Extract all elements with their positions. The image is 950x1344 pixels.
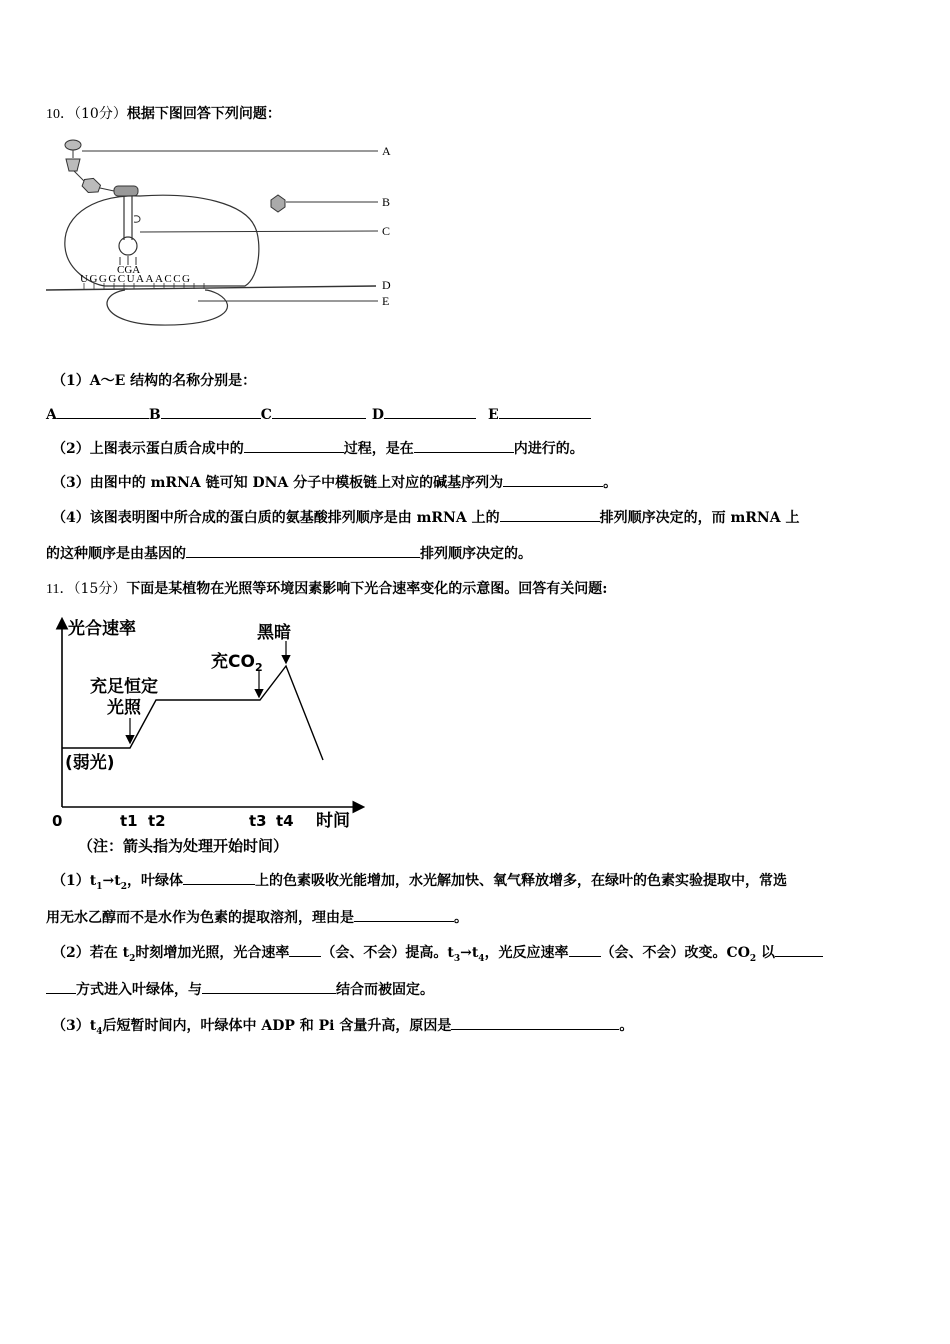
label-e: E	[382, 294, 390, 308]
blank-transport-2[interactable]	[46, 979, 76, 994]
blank-transport-1[interactable]	[775, 942, 823, 957]
q11-sub1-d: 用无水乙醇而不是水作为色素的提取溶剂，理由是	[46, 910, 354, 926]
q11-number: 11．	[46, 582, 74, 597]
q10-sub4-line1	[52, 507, 799, 527]
q11-sub2-s4: 2	[749, 953, 757, 964]
q10-sub1-text: （1）A～E 结构的名称分别是：	[52, 373, 257, 389]
q10-sub1	[52, 370, 256, 390]
q11-sub1-a: （1）t	[52, 873, 97, 889]
q11-sub1-s1: 1	[96, 881, 103, 892]
q10-score: （10分）	[74, 106, 127, 122]
chart-note	[78, 835, 288, 856]
q11-sub2-s1: 2	[129, 953, 136, 964]
blank-rate-change[interactable]	[289, 942, 321, 957]
translation-diagram	[40, 132, 410, 332]
blank-codon[interactable]	[500, 507, 600, 522]
strong-light-label-1: 充足恒定	[90, 677, 158, 697]
q11-sub3-a: （3）t	[52, 1018, 97, 1034]
name-b-label: B	[148, 407, 161, 423]
label-d: D	[382, 278, 391, 292]
q10-sub4-text-c: 的这种顺序是由基因的	[46, 546, 186, 562]
q10-sub2-text-b: 过程，是在	[343, 441, 414, 457]
name-d-label: D	[371, 407, 385, 423]
blank-process[interactable]	[244, 438, 344, 453]
q10-sub2	[52, 438, 584, 458]
q10-sub3	[52, 472, 617, 492]
q10-sub3-text-a: （3）由图中的 mRNA 链可知 DNA 分子中模板链上对应的碱基序列为	[52, 475, 504, 491]
q11-sub2-a: （2）若在 t	[52, 945, 130, 961]
q11-score: （15分）	[73, 581, 127, 597]
q11-sub2-c: （会、不会）提高。t	[321, 945, 454, 961]
label-b: B	[382, 195, 391, 209]
amino-acid-3	[81, 176, 102, 196]
blank-dna-sequence[interactable]	[503, 472, 603, 487]
q11-sub1-s2: 2	[120, 881, 127, 892]
label-c: C	[382, 224, 391, 238]
q11-heading	[46, 578, 607, 598]
q11-sub2-line1	[52, 942, 823, 964]
q11-sub1-b: ，叶绿体	[126, 873, 183, 889]
q10-sub4-text-a: （4）该图表明图中所合成的蛋白质的氨基酸排列顺序是由 mRNA 上的	[52, 510, 500, 526]
strong-light-label-2: 光照	[107, 698, 141, 718]
origin-label: 0	[52, 812, 63, 830]
q10-sub2-text-c: 内进行的。	[513, 441, 584, 457]
blank-location[interactable]	[414, 438, 514, 453]
blank-gene-sequence[interactable]	[186, 543, 420, 558]
q11-sub2-line2	[46, 979, 434, 999]
blank-a[interactable]	[57, 404, 149, 419]
tick-t1: t1	[120, 812, 138, 830]
q10-sub3-text-b: 。	[603, 475, 618, 491]
q10-number: 10．	[46, 107, 74, 122]
q10-sub2-text-a: （2）上图表示蛋白质合成中的	[52, 441, 244, 457]
blank-thylakoid[interactable]	[183, 870, 255, 885]
blank-e[interactable]	[499, 404, 591, 419]
tick-t4: t4	[276, 812, 294, 830]
weak-light-label: (弱光)	[65, 753, 115, 773]
q11-sub3	[52, 1015, 633, 1037]
q11-sub1-line2	[46, 907, 468, 927]
q11-sub3-c: 。	[619, 1018, 634, 1034]
blank-solvent-reason[interactable]	[354, 907, 454, 922]
amino-acid-2	[66, 159, 80, 171]
tick-t3: t3	[249, 812, 267, 830]
q11-sub2-h: 结合而被固定。	[336, 982, 434, 998]
q10-sub4-text-b: 排列顺序决定的，而 mRNA 上	[599, 510, 800, 526]
q11-sub2-e: （会、不会）改变。CO	[600, 945, 750, 961]
chart-note-text: （注：箭头指为处理开始时间）	[78, 837, 289, 855]
blank-adp-reason[interactable]	[451, 1015, 619, 1030]
ribosome-small-subunit	[107, 290, 227, 325]
tick-t2: t2	[148, 812, 166, 830]
q10-names-row	[46, 404, 591, 423]
name-a-label: A	[46, 407, 57, 423]
q11-sub3-s1: 4	[96, 1026, 103, 1037]
q11-sub1-arrow: →t	[102, 873, 121, 889]
q10-heading	[46, 103, 281, 123]
q11-sub1-e: 。	[454, 910, 468, 926]
q10-sub4-text-d: 排列顺序决定的。	[420, 546, 532, 562]
dark-label: 黑暗	[257, 623, 291, 643]
q11-sub2-arrow: →t	[460, 945, 479, 961]
blank-b[interactable]	[161, 404, 261, 419]
blank-light-reaction[interactable]	[569, 942, 601, 957]
amino-acid-b	[271, 195, 285, 212]
blank-c5[interactable]	[202, 979, 336, 994]
q11-sub2-f: 以	[756, 945, 776, 961]
name-c-label: C	[260, 407, 272, 423]
q11-sub2-d: ，光反应速率	[484, 945, 569, 961]
q10-stem: 根据下图回答下列问题：	[126, 106, 281, 122]
mrna-sequence: UGGGCUAAACCG	[80, 273, 192, 285]
q11-sub1-line1	[52, 870, 787, 892]
q11-sub3-b: 后短暂时间内，叶绿体中 ADP 和 Pi 含量升高，原因是	[102, 1018, 452, 1034]
blank-c[interactable]	[272, 404, 366, 419]
amino-acid-a	[65, 140, 81, 150]
q11-sub2-g: 方式进入叶绿体，与	[76, 982, 202, 998]
amino-acid-4	[114, 186, 138, 196]
q11-sub2-b: 时刻增加光照，光合速率	[135, 945, 290, 961]
co2-label: 充$CO_2$	[211, 652, 263, 674]
x-axis-label: 时间	[316, 811, 350, 831]
photosynthesis-chart	[40, 610, 380, 860]
q11-sub1-c: 上的色素吸收光能增加，水光解加快、氧气释放增多，在绿叶的色素实验提取中，常选	[254, 873, 787, 889]
q10-sub4-line2	[46, 543, 532, 563]
trna-loop	[119, 237, 137, 255]
q11-sub2-s2: 3	[453, 953, 461, 964]
q11-stem: 下面是某植物在光照等环境因素影响下光合速率变化的示意图。回答有关问题:	[126, 581, 608, 597]
name-e-label: E	[488, 407, 499, 423]
label-a: A	[382, 144, 391, 158]
q11-sub2-s3: 4	[478, 953, 485, 964]
anticodon: CGA	[117, 264, 141, 276]
blank-d[interactable]	[384, 404, 476, 419]
y-axis-label: 光合速率	[68, 619, 136, 639]
